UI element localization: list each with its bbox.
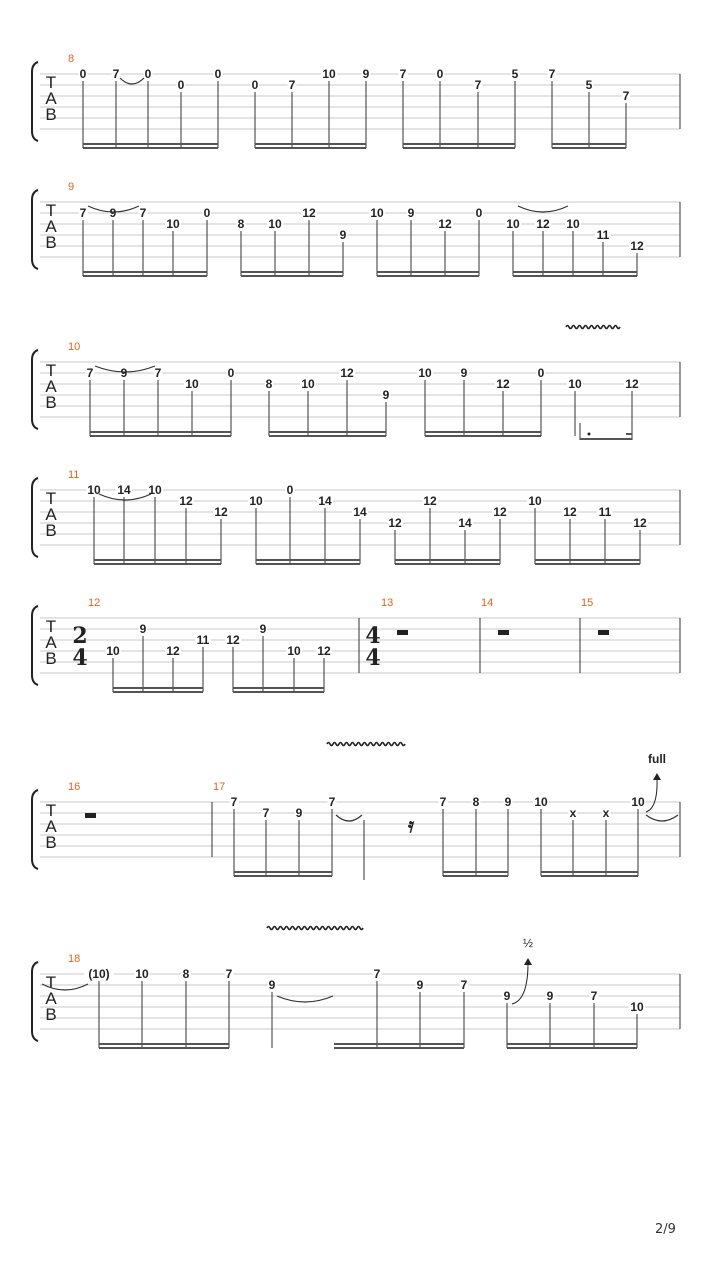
fret-number: 14 [458, 516, 472, 530]
fret-number: 9 [259, 622, 267, 636]
fret-number: 7 [154, 366, 162, 380]
beam [255, 143, 366, 145]
tab-clef-letter: B [45, 393, 57, 412]
fret-number: 7 [328, 795, 336, 809]
slur [518, 206, 568, 212]
beam [83, 271, 207, 273]
tab-clef-letter: A [45, 377, 57, 396]
slur [120, 78, 144, 84]
beam [403, 147, 515, 149]
fret-number: 10 [370, 206, 384, 220]
beam [256, 559, 360, 561]
fret-number: 9 [339, 228, 347, 242]
partial-beam [626, 433, 632, 435]
fret-number: 12 [633, 516, 647, 530]
fret-number: 10 [506, 217, 520, 231]
fret-number: 12 [630, 239, 644, 253]
fret-number: 10 [166, 217, 180, 231]
measure-number: 11 [68, 469, 80, 481]
tab-clef-letter: T [45, 73, 57, 92]
fret-number: 0 [79, 67, 87, 81]
beam [83, 143, 218, 145]
fret-number: 10 [631, 795, 645, 809]
time-signature-bottom: 4 [72, 645, 88, 671]
fret-number: 7 [79, 206, 87, 220]
fret-number: 14 [117, 483, 131, 497]
measure-number: 14 [481, 597, 494, 609]
fret-number: 9 [460, 366, 468, 380]
beam [99, 1047, 229, 1049]
fret-number: 12 [536, 217, 550, 231]
fret-number: x [602, 806, 610, 820]
bend-arrowhead [524, 958, 532, 965]
bend-label: ½ [522, 936, 534, 950]
fret-number: 8 [182, 967, 190, 981]
slur [336, 815, 362, 821]
tab-clef-letter: T [45, 361, 57, 380]
fret-number: 9 [382, 388, 390, 402]
fret-number: 0 [251, 78, 259, 92]
measure-number: 18 [68, 953, 81, 965]
beam [113, 687, 203, 689]
fret-number: 12 [423, 494, 437, 508]
dot [588, 433, 591, 436]
beam [425, 435, 541, 437]
beam [269, 431, 386, 433]
fret-number: 12 [438, 217, 452, 231]
beam [234, 875, 332, 877]
fret-number: 7 [622, 89, 630, 103]
fret-number: 10 [322, 67, 336, 81]
fret-number: 7 [86, 366, 94, 380]
tab-clef-letter: A [45, 89, 57, 108]
fret-number: 0 [203, 206, 211, 220]
measure-number: 8 [68, 53, 75, 65]
beam [241, 271, 343, 273]
bend-arrowhead [653, 773, 661, 780]
beam [94, 563, 221, 565]
fret-number: 9 [504, 795, 512, 809]
fret-number: 10 [287, 644, 301, 658]
fret-number: 10 [249, 494, 263, 508]
fret-number: 7 [439, 795, 447, 809]
beam [377, 271, 479, 273]
fret-number: x [569, 806, 577, 820]
beam [443, 875, 508, 877]
page-number: 2/9 [655, 1222, 676, 1237]
fret-number: 5 [585, 78, 593, 92]
beam [513, 275, 637, 277]
fret-number: 7 [399, 67, 407, 81]
measure-number: 15 [581, 597, 594, 609]
tab-clef-letter: B [45, 105, 57, 124]
fret-number: 10 [534, 795, 548, 809]
beam [507, 1043, 637, 1045]
beam [552, 143, 626, 145]
fret-number: (10) [88, 967, 110, 981]
fret-number: 7 [474, 78, 482, 92]
fret-number: 8 [265, 377, 273, 391]
fret-number: 0 [227, 366, 235, 380]
fret-number: 0 [475, 206, 483, 220]
measure-number: 13 [381, 597, 394, 609]
fret-number: 9 [268, 978, 276, 992]
beam [535, 563, 640, 565]
fret-number: 10 [135, 967, 149, 981]
system-bracket [32, 62, 38, 141]
fret-number: 7 [373, 967, 381, 981]
beam [83, 275, 207, 277]
slur [277, 996, 333, 1002]
fret-number: 7 [112, 67, 120, 81]
tab-clef-letter: B [45, 521, 57, 540]
bend-arrow [512, 963, 528, 1004]
fret-number: 11 [598, 505, 612, 519]
fret-number: 9 [546, 989, 554, 1003]
beam [233, 687, 324, 689]
system-bracket [32, 350, 38, 429]
fret-number: 10 [566, 217, 580, 231]
beam [552, 147, 626, 149]
beam [113, 691, 203, 693]
time-signature-bottom: 4 [365, 645, 381, 671]
fret-number: 10 [630, 1000, 644, 1014]
tab-clef-letter: A [45, 817, 57, 836]
system-bracket [32, 790, 38, 869]
fret-number: 12 [166, 644, 180, 658]
fret-number: 9 [139, 622, 147, 636]
fret-number: 10 [528, 494, 542, 508]
beam [269, 435, 386, 437]
beam [403, 143, 515, 145]
beam [90, 431, 231, 433]
fret-number: 10 [148, 483, 162, 497]
beam [334, 1043, 464, 1045]
beam [395, 563, 500, 565]
beam [541, 875, 638, 877]
system-bracket [32, 190, 38, 269]
fret-number: 12 [226, 633, 240, 647]
fret-number: 14 [318, 494, 332, 508]
tab-clef-letter: T [45, 617, 57, 636]
fret-number: 10 [418, 366, 432, 380]
fret-number: 0 [177, 78, 185, 92]
beam [99, 1043, 229, 1045]
fret-number: 12 [317, 644, 331, 658]
fret-number: 7 [225, 967, 233, 981]
fret-number: 11 [596, 228, 610, 242]
beam [256, 563, 360, 565]
beam [513, 271, 637, 273]
fret-number: 9 [416, 978, 424, 992]
tab-clef-letter: T [45, 973, 57, 992]
fret-number: 12 [179, 494, 193, 508]
fret-number: 9 [295, 806, 303, 820]
bend-arrow [646, 778, 657, 812]
fret-number: 12 [625, 377, 639, 391]
tab-clef-letter: B [45, 1005, 57, 1024]
fret-number: 12 [214, 505, 228, 519]
fret-number: 5 [511, 67, 519, 81]
tab-clef-letter: B [45, 649, 57, 668]
beam [541, 871, 638, 873]
fret-number: 12 [302, 206, 316, 220]
fret-number: 8 [237, 217, 245, 231]
fret-number: 9 [407, 206, 415, 220]
vibrato-mark [327, 743, 405, 746]
tab-clef-letter: T [45, 201, 57, 220]
beam [233, 691, 324, 693]
fret-number: 7 [288, 78, 296, 92]
whole-rest [397, 630, 408, 635]
fret-number: 0 [537, 366, 545, 380]
tab-clef-letter: T [45, 489, 57, 508]
fret-number: 10 [301, 377, 315, 391]
fret-number: 0 [214, 67, 222, 81]
fret-number: 10 [268, 217, 282, 231]
fret-number: 10 [568, 377, 582, 391]
bend-label: full [648, 752, 666, 766]
fret-number: 0 [436, 67, 444, 81]
beam [395, 559, 500, 561]
fret-number: 8 [472, 795, 480, 809]
beam [425, 431, 541, 433]
time-signature-top: 2 [72, 623, 88, 649]
beam [234, 871, 332, 873]
tab-clef-letter: B [45, 833, 57, 852]
measure-number: 17 [213, 781, 226, 793]
fret-number: 12 [493, 505, 507, 519]
beam [83, 147, 218, 149]
system-bracket [32, 478, 38, 557]
system-bracket [32, 606, 38, 685]
fret-number: 7 [262, 806, 270, 820]
fret-number: 14 [353, 505, 367, 519]
beam [443, 871, 508, 873]
beam [377, 275, 479, 277]
beam [334, 1047, 464, 1049]
fret-number: 12 [388, 516, 402, 530]
time-signature-top: 4 [365, 623, 381, 649]
beam [94, 559, 221, 561]
fret-number: 9 [109, 206, 117, 220]
fret-number: 9 [362, 67, 370, 81]
vibrato-mark [267, 927, 363, 930]
fret-number: 12 [496, 377, 510, 391]
measure-number: 9 [68, 181, 75, 193]
tab-clef-letter: A [45, 989, 57, 1008]
beam [241, 275, 343, 277]
tab-clef-letter: A [45, 505, 57, 524]
system-bracket [32, 962, 38, 1041]
beam [255, 147, 366, 149]
tab-clef-letter: B [45, 233, 57, 252]
fret-number: 10 [185, 377, 199, 391]
fret-number: 9 [503, 989, 511, 1003]
beam [90, 435, 231, 437]
beam [535, 559, 640, 561]
measure-number: 10 [68, 341, 81, 353]
fret-number: 10 [87, 483, 101, 497]
fret-number: 7 [230, 795, 238, 809]
fret-number: 7 [590, 989, 598, 1003]
fret-number: 11 [196, 633, 210, 647]
fret-number: 12 [563, 505, 577, 519]
fret-number: 0 [144, 67, 152, 81]
fret-number: 0 [286, 483, 294, 497]
sixteenth-rest: 𝄿 [407, 813, 415, 837]
whole-rest [598, 630, 609, 635]
tie [646, 815, 678, 821]
fret-number: 7 [460, 978, 468, 992]
whole-rest [498, 630, 509, 635]
fret-number: 7 [548, 67, 556, 81]
vibrato-mark [566, 326, 620, 329]
tab-clef-letter: T [45, 801, 57, 820]
tab-clef-letter: A [45, 217, 57, 236]
beam [507, 1047, 637, 1049]
fret-number: 7 [139, 206, 147, 220]
measure-number: 12 [88, 597, 101, 609]
tab-clef-letter: A [45, 633, 57, 652]
half-rest [85, 813, 96, 818]
fret-number: 10 [106, 644, 120, 658]
fret-number: 12 [340, 366, 354, 380]
beam [580, 438, 632, 440]
measure-number: 16 [68, 781, 81, 793]
fret-number: 9 [120, 366, 128, 380]
